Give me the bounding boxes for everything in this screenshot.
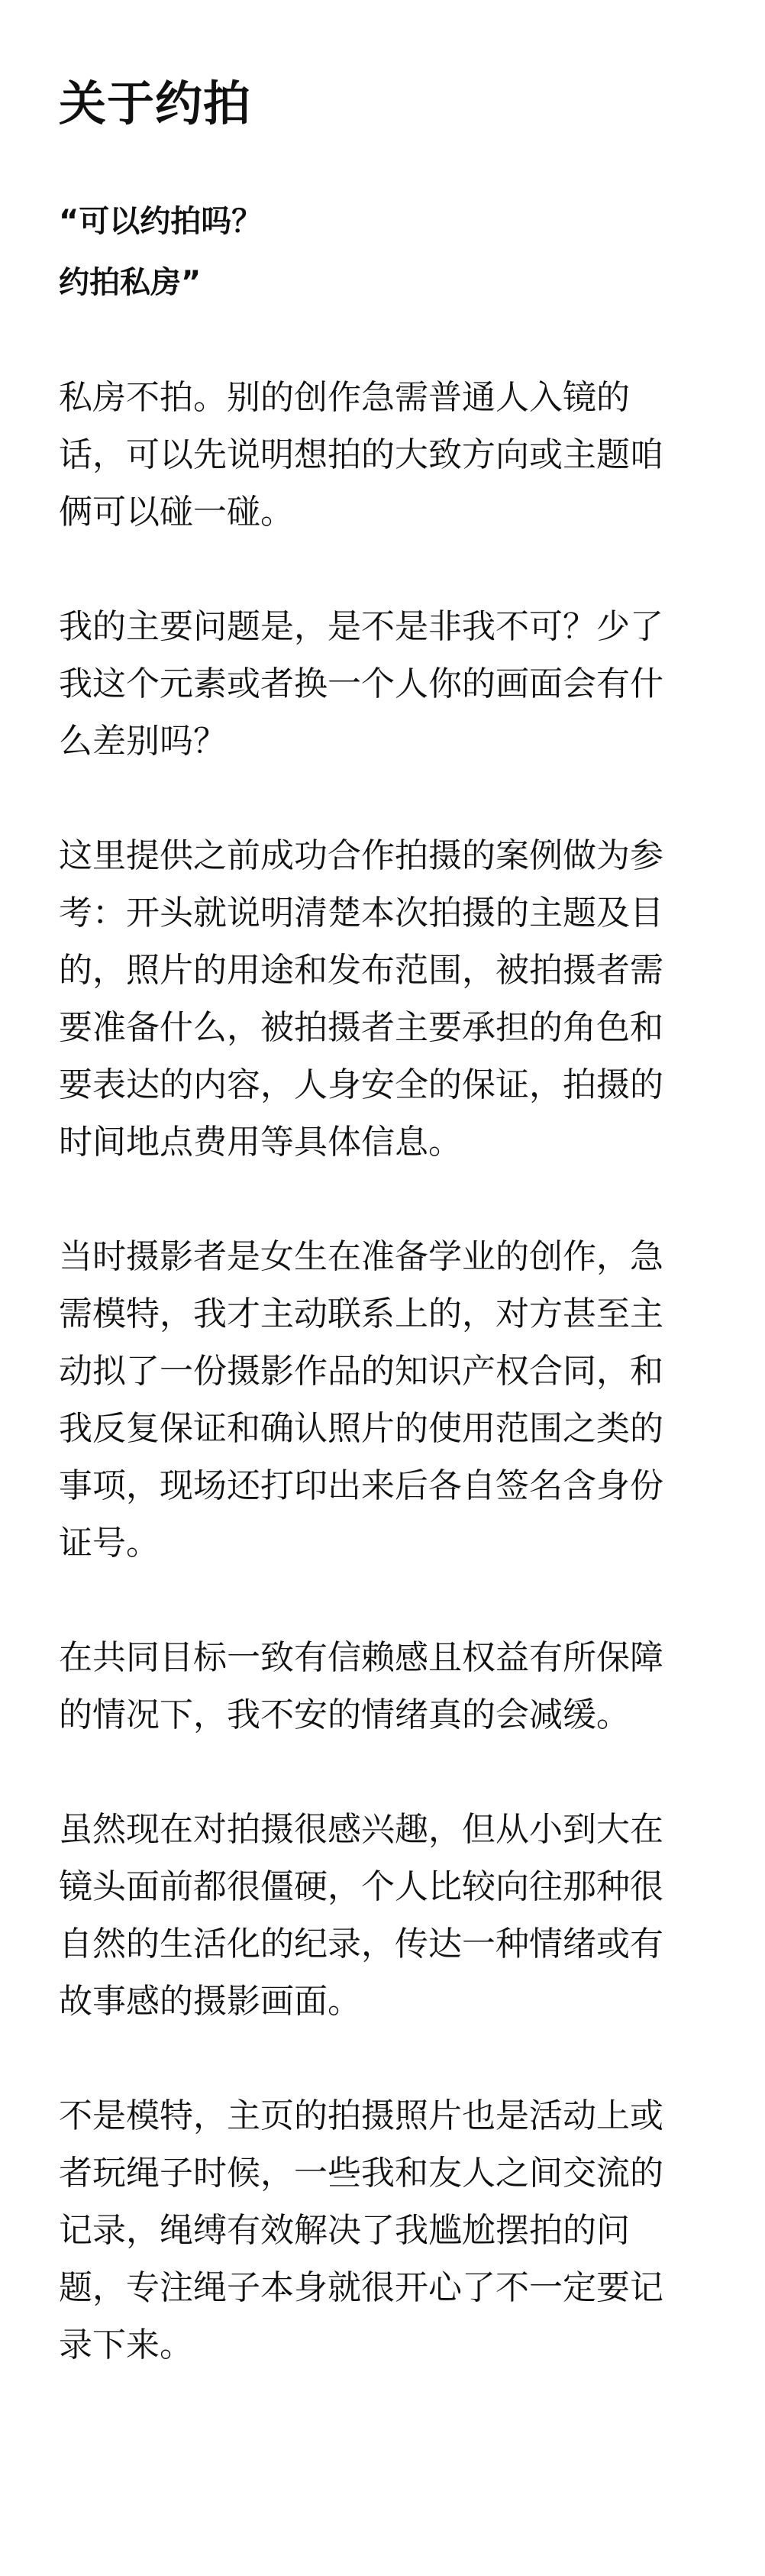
paragraph-line: 故事感的摄影画面。: [59, 1982, 361, 2021]
quote-line-2: 约拍私房”: [59, 265, 202, 300]
paragraph-line: 证号。: [59, 1524, 160, 1563]
quote-block: [59, 191, 262, 313]
paragraph-2: [59, 598, 708, 770]
paragraph-line: 镜头面前都很僵硬，个人比较向往那种很: [59, 1867, 663, 1906]
paragraph-line: 我反复保证和确认照片的使用范围之类的: [59, 1409, 663, 1448]
paragraph-7: [59, 2087, 708, 2374]
paragraph-line: 的情况下，我不安的情绪真的会减缓。: [59, 1695, 630, 1734]
paragraph-4: [59, 1228, 708, 1572]
paragraph-line: 录下来。: [59, 2326, 193, 2364]
paragraph-line: 话，可以先说明想拍的大致方向或主题咱: [59, 435, 663, 474]
paragraph-line: 在共同目标一致有信赖感且权益有所保障: [59, 1638, 663, 1677]
paragraph-6: [59, 1801, 708, 2030]
paragraph-line: 不是模特，主页的拍摄照片也是活动上或: [59, 2096, 663, 2135]
paragraph-line: 动拟了一份摄影作品的知识产权合同，和: [59, 1352, 663, 1391]
paragraph-line: 要表达的内容，人身安全的保证，拍摄的: [59, 1065, 663, 1104]
paragraph-line: 时间地点费用等具体信息。: [59, 1123, 462, 1162]
paragraph-3: [59, 827, 708, 1171]
paragraph-line: 我的主要问题是，是不是非我不可？少了: [59, 607, 663, 646]
paragraph-line: 考：开头就说明清楚本次拍摄的主题及目: [59, 894, 663, 932]
paragraph-line: 记录，绳缚有效解决了我尴尬摆拍的问: [59, 2211, 630, 2250]
paragraph-line: 当时摄影者是女生在准备学业的创作，急: [59, 1237, 663, 1276]
paragraph-line: 我这个元素或者换一个人你的画面会有什: [59, 664, 663, 703]
quote-line-1: “可以约拍吗？: [59, 204, 263, 239]
paragraph-line: 要准备什么，被拍摄者主要承担的角色和: [59, 1008, 663, 1047]
paragraph-line: 这里提供之前成功合作拍摄的案例做为参: [59, 836, 663, 875]
paragraph-line: 事项，现场还打印出来后各自签名含身份: [59, 1466, 663, 1505]
paragraph-line: 的，照片的用途和发布范围，被拍摄者需: [59, 951, 663, 990]
paragraph-line: 需模特，我才主动联系上的，对方甚至主: [59, 1294, 663, 1333]
paragraph-line: 自然的生活化的纪录，传达一种情绪或有: [59, 1925, 663, 1964]
paragraph-line: 者玩绳子时候，一些我和友人之间交流的: [59, 2154, 663, 2193]
paragraph-line: 私房不拍。别的创作急需普通人入镜的: [59, 378, 630, 417]
paragraph-line: 俩可以碰一碰。: [59, 493, 294, 532]
paragraph-1: [59, 369, 708, 541]
paragraph-line: 虽然现在对拍摄很感兴趣，但从小到大在: [59, 1810, 663, 1849]
page-title: 关于约拍: [59, 76, 252, 131]
paragraph-line: 么差别吗？: [59, 722, 227, 761]
paragraph-line: 题，专注绳子本身就很开心了不一定要记: [59, 2268, 663, 2307]
paragraph-5: [59, 1629, 708, 1744]
